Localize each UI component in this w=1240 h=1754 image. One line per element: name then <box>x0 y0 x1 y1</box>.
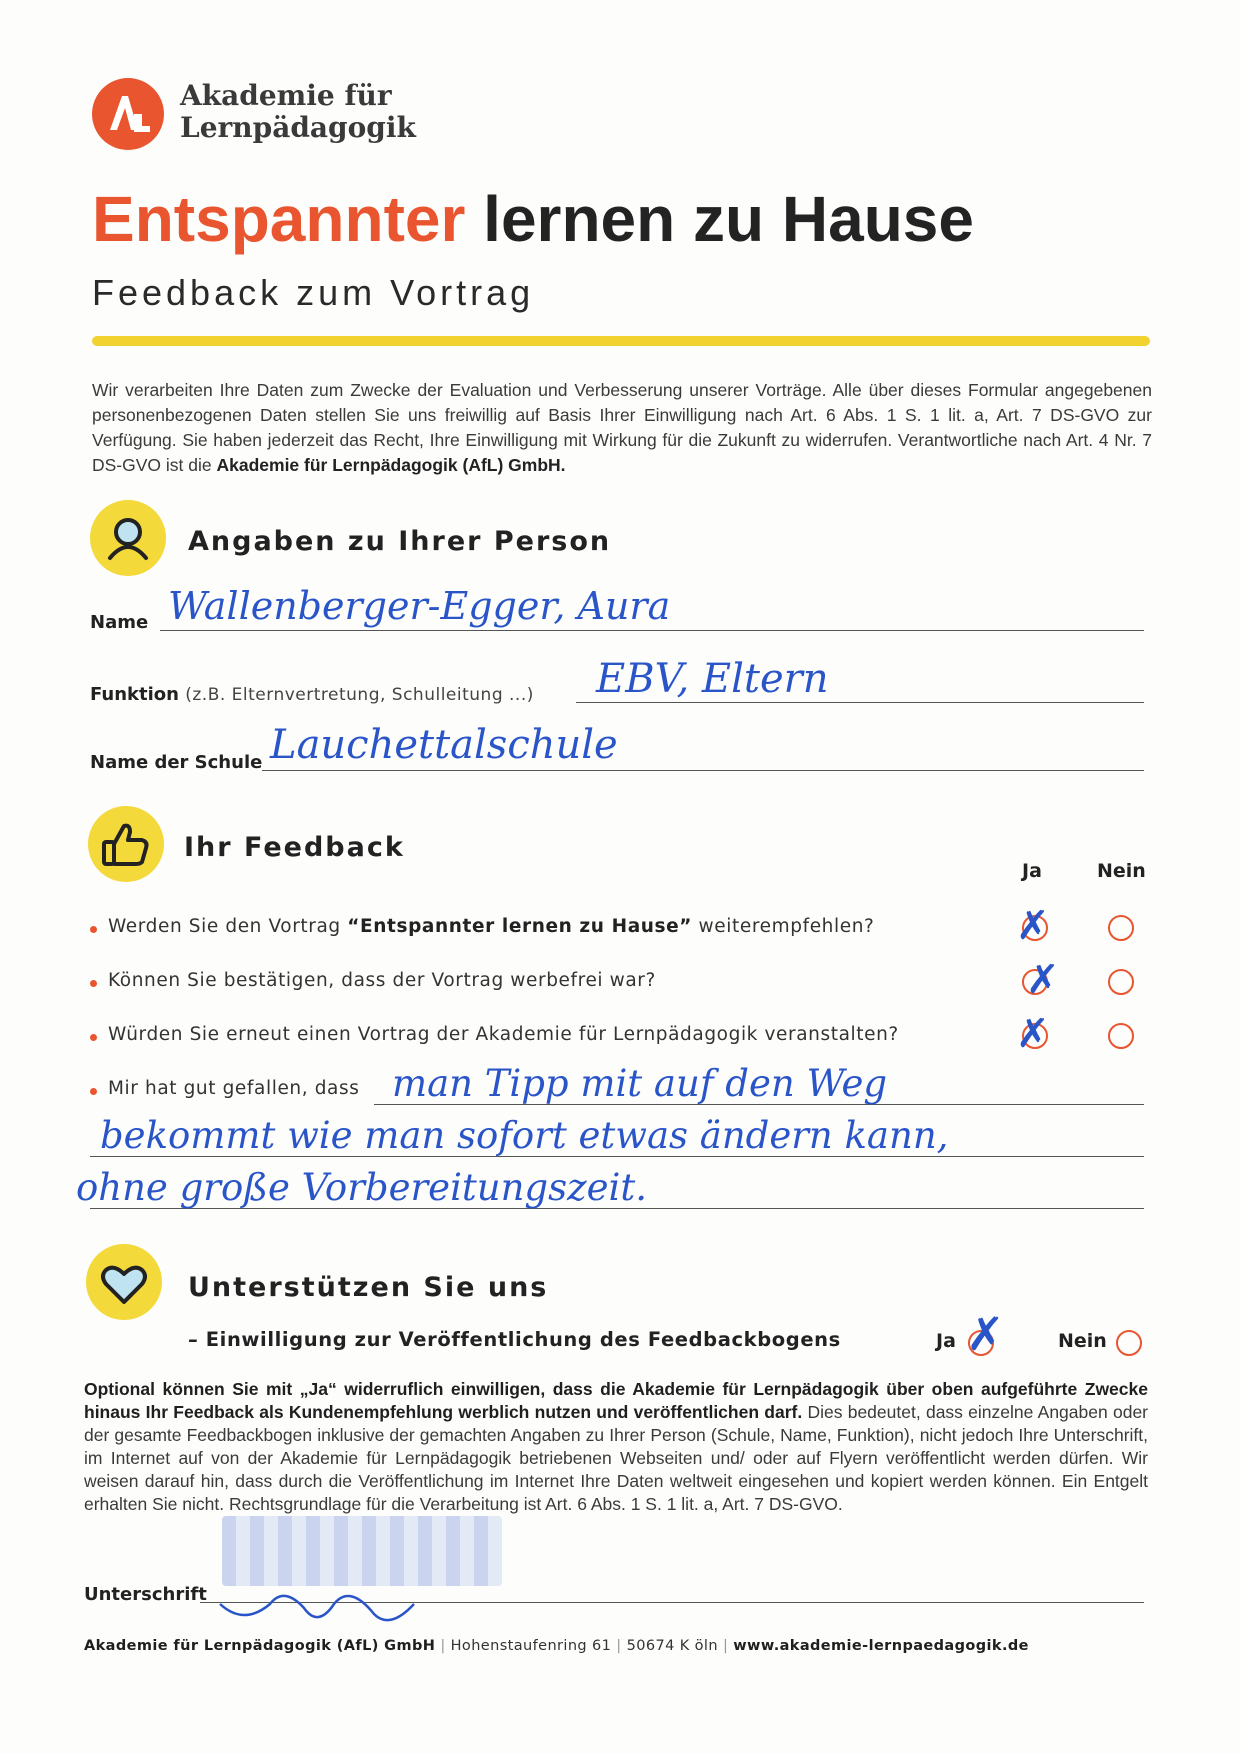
q2-yes-check: ✗ <box>1026 957 1060 1003</box>
logo-badge <box>92 78 164 150</box>
person-icon <box>90 500 166 576</box>
school-value: Lauchettalschule <box>270 722 618 768</box>
logo-al-icon <box>92 78 164 150</box>
consent-text: Optional können Sie mit „Ja“ widerruflich einwilligen, dass die Akademie für Lernpädagogik über oben aufgeführte Zwecke hinaus Ihr Feedback als Kundenempfehlung werblich nutzen und veröffentlichen darf. Dies bedeutet, dass einzelne Angaben oder der gesamte Feedbackbogen inklusive der gemachten Angaben zu Ihrer Person (Schule, Name, Funktion), nicht jedoch Ihre Unterschrift, im Internet auf von der Akademie für Lernpädagogik betriebenen Webseiten und/ oder auf Flyern veröffentlicht werden dürfen. Wir weisen darauf hin, dass durch die Veröffentlichung im Internet Ihre Daten weltweit eingesehen und kopiert werden können. Ein Entgelt erhalten Sie nicht. Rechtsgrundlage für die Verarbeitung ist Art. 6 Abs. 1 S. 1 lit. a, Art. 7 DS-GVO. <box>84 1379 1148 1514</box>
logo-text: Akademie für Lernpädagogik <box>180 79 416 144</box>
function-value: EBV, Eltern <box>596 656 829 702</box>
signature-label: Unterschrift <box>84 1584 207 1605</box>
signature-scribble <box>214 1574 464 1634</box>
page-title: Entspannter lernen zu Hause <box>92 183 974 255</box>
consent-yes-check: ✗ <box>966 1307 1005 1361</box>
footer-company: Akademie für Lernpädagogik (AfL) GmbH <box>84 1638 436 1654</box>
function-field[interactable] <box>576 702 1144 703</box>
bullet <box>90 926 97 933</box>
privacy-notice: Wir verarbeiten Ihre Daten zum Zwecke der Evaluation und Verbesserung unserer Vorträge. Alle über dieses Formular angegebenen personenbezogenen Daten stellen Sie uns freiwillig auf Basis Ihrer Einwilligung nach Art. 6 Abs. 1 S. 1 lit. a, Art. 7 DS-GVO zur Verfügung. Sie haben jederzeit das Recht, Ihre Einwilligung mit Wirkung für die Zukunft zu widerrufen. Verantwortliche nach Art. 4 Nr. 7 DS-GVO ist die Akademie für Lernpädagogik (AfL) GmbH. <box>92 380 1152 475</box>
q3-no-radio[interactable] <box>1108 1023 1134 1049</box>
footer-url[interactable]: www.akademie-lernpaedagogik.de <box>733 1638 1029 1654</box>
thumbs-up-icon <box>88 806 164 882</box>
consent-no-radio[interactable] <box>1116 1330 1142 1356</box>
column-no: Nein <box>1097 860 1146 882</box>
bullet <box>90 980 97 987</box>
heart-icon <box>86 1244 162 1320</box>
name-label: Name <box>90 612 149 633</box>
consent-yes-label: Ja <box>936 1330 956 1352</box>
name-field[interactable] <box>160 630 1144 631</box>
divider-bar <box>92 336 1150 346</box>
q3-yes-check: ✗ <box>1016 1011 1050 1057</box>
question-recommend: Werden Sie den Vortrag “Entspannter lernen zu Hause” weiterempfehlen? <box>108 916 875 937</box>
q1-no-radio[interactable] <box>1108 915 1134 941</box>
consent-no-label: Nein <box>1058 1330 1107 1352</box>
function-label: Funktion (z.B. Elternvertretung, Schulleitung ...) <box>90 684 534 705</box>
footer-city: 50674 K öln <box>626 1638 718 1654</box>
footer: Akademie für Lernpädagogik (AfL) GmbH | Hohenstaufenring 61 | 50674 K öln | www.akademie-lernpaedagogik.de <box>84 1638 1029 1654</box>
bullet <box>90 1088 97 1095</box>
q2-no-radio[interactable] <box>1108 969 1134 995</box>
liked-text-1: man Tipp mit auf den Weg <box>392 1062 888 1105</box>
section-title-support: Unterstützen Sie uns <box>188 1272 549 1303</box>
bullet <box>90 1034 97 1041</box>
section-title-feedback: Ihr Feedback <box>184 832 405 863</box>
question-ad-free: Können Sie bestätigen, dass der Vortrag werbefrei war? <box>108 970 656 991</box>
name-value: Wallenberger-Egger, Aura <box>168 584 671 628</box>
consent-subtitle: – Einwilligung zur Veröffentlichung des Feedbackbogens <box>188 1328 841 1351</box>
footer-street: Hohenstaufenring 61 <box>450 1638 612 1654</box>
liked-text-2: bekommt wie man sofort etwas ändern kann, <box>100 1114 949 1157</box>
section-title-person: Angaben zu Ihrer Person <box>188 526 612 557</box>
school-label: Name der Schule <box>90 752 263 773</box>
q1-yes-check: ✗ <box>1016 903 1050 949</box>
page-subtitle: Feedback zum Vortrag <box>92 272 535 313</box>
column-yes: Ja <box>1022 860 1042 882</box>
liked-label: Mir hat gut gefallen, dass <box>108 1078 360 1099</box>
liked-text-3: ohne große Vorbereitungszeit. <box>76 1166 647 1209</box>
school-field[interactable] <box>262 770 1144 771</box>
question-host-again: Würden Sie erneut einen Vortrag der Akademie für Lernpädagogik veranstalten? <box>108 1024 899 1045</box>
